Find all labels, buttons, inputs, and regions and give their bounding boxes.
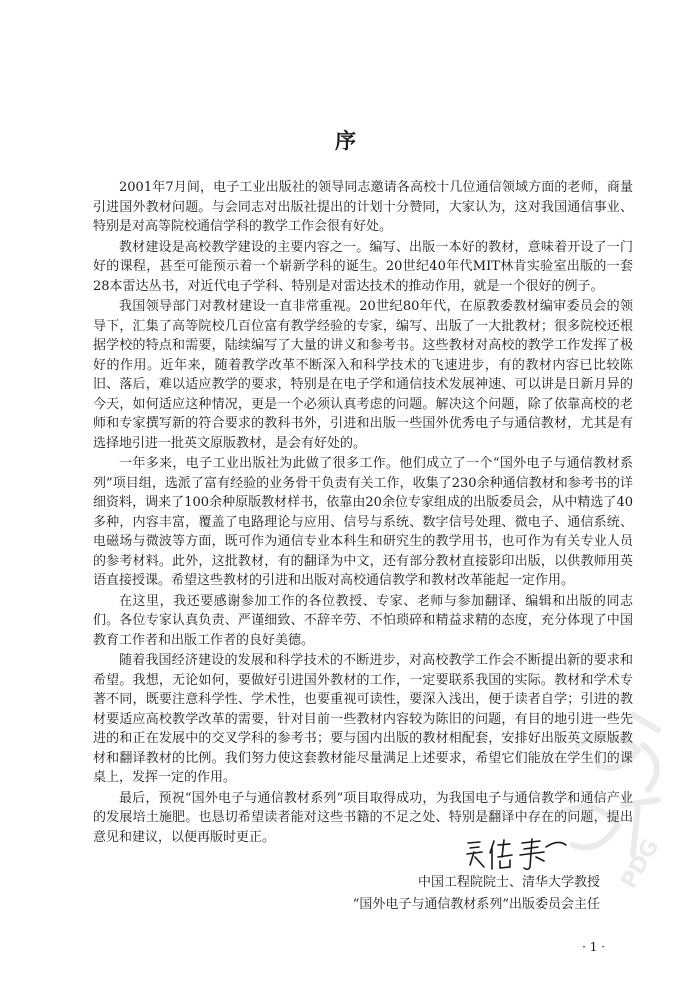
watermark-stamp — [538, 705, 688, 935]
paragraph-3: 我国领导部门对教材建设一直非常重视。20世纪80年代，在原教委教材编审委员会的领导下，汇集了高等院校几百位富有教学经验的专家，编写、出版了一大批教材；很多院校还根据学校的特点和需要，陆续编写了大量的讲义和参考书。这些教材对高校的教学工作发挥了极好的作用。近年来，随着教学改革不断深入和科学技术的飞速进步，有的教材内容已比较陈旧、落后，难以适应教学的要求，特别是在电子学和通信技术发展神速、可以讲是日新月异的今天，如何适应这种情况，更是一个必须认真考虑的问题。解决这个问题，除了依靠高校的老师和专家撰写新的符合要求的教科书外，引进和出版一些国外优秀电子与通信教材，尤其是有选择地引进一批英文原版教材，是会有好处的。 — [93, 299, 633, 451]
signature-role: “国外电子与通信教材系列”出版委员会主任 — [352, 897, 600, 912]
paragraph-1: 2001年7月间，电子工业出版社的领导同志邀请各高校十几位通信领域方面的老师，商量引进国外教材问题。与会同志对出版社提出的计划十分赞同，大家认为，这对我国通信事业、特别是对高等院校通信学科的教学工作会很有好处。 — [93, 180, 633, 234]
paragraph-4: 一年多来，电子工业出版社为此做了很多工作。他们成立了一个“国外电子与通信教材系列”项目组，选派了富有经验的业务骨干负责有关工作，收集了230余种通信教材和参考书的详细资料，调来了100余种原版教材样书，依靠由20余位专家组成的出版委员会，从中精选了40多种，内容丰富，覆盖了电路理论与应用、信号与系统、数字信号处理、微电子、通信系统、电磁场与微波等方面，既可作为通信专业本科生和研究生的教学用书，也可作为有关专业人员的参考材料。此外，这批教材，有的翻译为中文，还有部分教材直接影印出版，以供教师用英语直接授课。希望这些教材的引进和出版对高校通信教学和教材改革能起一定作用。 — [93, 456, 633, 588]
paragraph-2: 教材建设是高校教学建设的主要内容之一。编写、出版一本好的教材，意味着开设了一门好的课程，甚至可能预示着一个崭新学科的诞生。20世纪40年代MIT林肯实验室出版的一套28本雷达丛书，对近代电子学科、特别是对雷达技术的推动作用，就是一个很好的例子。 — [93, 239, 633, 294]
paragraph-5: 在这里，我还要感谢参加工作的各位教授、专家、老师与参加翻译、编辑和出版的同志们。各位专家认真负责、严谨细致、不辞辛劳、不怕琐碎和精益求精的态度，充分体现了中国教育工作者和出版工作者的良好美德。 — [93, 593, 633, 648]
page-number: · 1 · — [582, 940, 605, 954]
paragraph-6: 随着我国经济建设的发展和科学技术的不断进步，对高校教学工作会不断提出新的要求和希望。我想，无论如何，要做好引进国外教材的工作，一定要联系我国的实际。教材和学术专著不同，既要注意科学性、学术性，也要重视可读性，要深入浅出，便于读者自学；引进的教材要适应高校教学改革的需要，针对目前一些教材内容较为陈旧的问题，有目的地引进一些先进的和正在发展中的交叉学科的参考书；要与国内出版的教材相配套，安排好出版英文原版教材和翻译教材的比例。我们努力使这套教材能尽量满足上述要求，希望它们能放在学生们的课桌上，发挥一定的作用。 — [93, 653, 633, 785]
page-title: 序 — [335, 129, 358, 153]
paragraph-7: 最后，预祝“国外电子与通信教材系列”项目取得成功，为我国电子与通信教学和通信产业的发展培土施肥。也恳切希望读者能对这些书籍的不足之处、特别是翻译中存在的问题，提出意见和建议，以便再版时更正。 — [93, 790, 633, 845]
watermark-text: PDG — [616, 835, 665, 893]
signature-affiliation: 中国工程院院士、清华大学教授 — [417, 875, 600, 890]
